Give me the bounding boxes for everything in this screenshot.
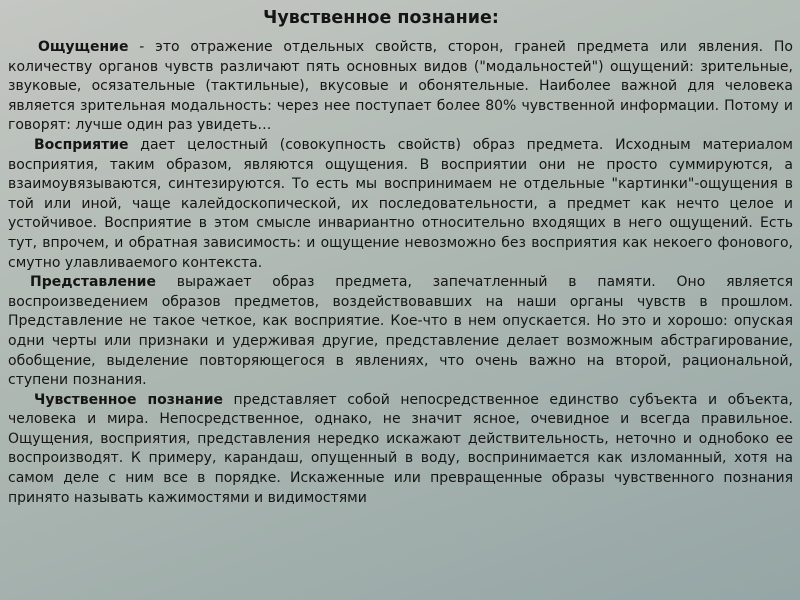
term-sensation: Ощущение (38, 39, 129, 55)
slide-body (8, 38, 793, 508)
slide-title: Чувственное познание: (263, 8, 499, 28)
paragraph-text: - это отражение отдельных свойств, сторон, граней предмета или явления. По количеству органов чувств различают пять основных видов ("модальностей") ощущений: зрительные, звуковые, осязательные (тактильные), вкусовые и обонятельные. Наиболее важной для человека является зрительная модальность: через нее поступает более 80% чувственной информации. Потому и говорят: лучше один раз увидеть… (8, 39, 793, 134)
paragraph-text: выражает образ предмета, запечатленный в памяти. Оно является воспроизведением образов предметов, воздействовавших на наши органы чувств в прошлом. Представление не такое четкое, как восприятие. Кое-что в нем опускается. Но это и хорошо: опуская одни черты или признаки и удерживая другие, представление делает возможным абстрагирование, обобщение, выделение повторяющегося в явлениях, что очень важно на второй, рациональной, ступени познания. (8, 274, 793, 389)
term-sensory-cognition: Чувственное познание (34, 391, 224, 408)
paragraph-sensory-cognition (8, 391, 793, 509)
term-representation: Представление (30, 274, 156, 291)
paragraph-representation (8, 273, 793, 391)
paragraph-text: представляет собой непосредственное единство субъекта и объекта, человека и мира. Непосредственное, однако, не значит ясное, очевидное и всегда правильное. Ощущения, восприятия, представления нередко искажают действительность, неточно и однобоко ее воспроизводят. К примеру, карандаш, опущенный в воду, воспринимается как изломанный, хотя на самом деле с ним все в порядке. Искаженные или превращенные образы чувственного познания принято называть кажимостями и видимостями (8, 391, 793, 506)
paragraph-perception (8, 136, 793, 273)
term-perception: Восприятие (34, 136, 129, 153)
paragraph-sensation (8, 38, 793, 136)
paragraph-text: дает целостный (совокупность свойств) образ предмета. Исходным материалом восприятия, таким образом, являются ощущения. В восприятии они не просто суммируются, а взаимоувязываются, синтезируются. То есть мы воспринимаем не отдельные "картинки"-ощущения в той или иной, чаще калейдоскопической, их последовательности, а предмет как нечто целое и устойчивое. Восприятие в этом смысле инвариантно относительно входящих в него ощущений. Есть тут, впрочем, и обратная зависимость: и ощущение невозможно без восприятия как некоего фонового, смутно улавливаемого контекста. (8, 136, 793, 271)
